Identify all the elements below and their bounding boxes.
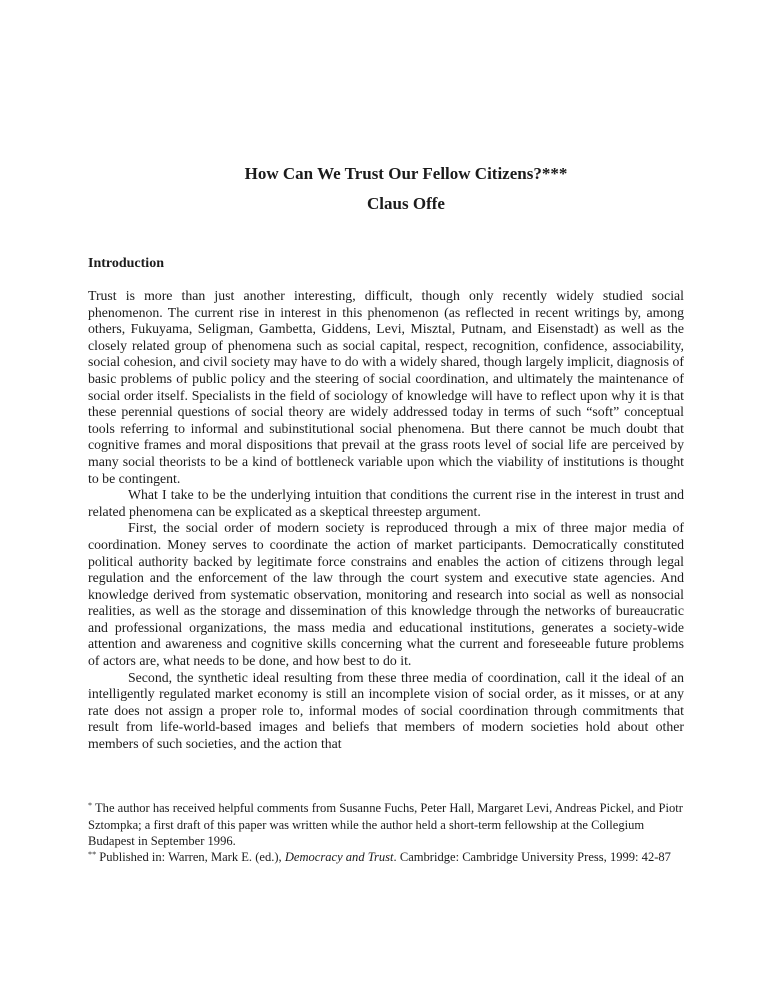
section-heading-introduction: Introduction [88,256,164,271]
footnote-book-title: Democracy and Trust [284,849,394,864]
footnote [88,850,685,867]
paper-author: Claus Offe [367,194,445,213]
footnote-marker: ** [88,850,97,860]
paragraph: First, the social order of modern society is reproduced through a mix of three major media of coordination. Money serves to coordinate the action of market participants. Democratically constituted political authority backed by legitimate force constrains and enables the action of citizens through legal regulation and the enforcement of the law through the court system and executive state agencies. And knowledge derived from systematic observation, monitoring and research into social as well as nonsocial realities, as well as the storage and dissemination of this knowledge through the networks of bureaucratic and professional organizations, the mass media and educational institutions, generates a society-wide attention and awareness and cognitive skills concerning what the current and foreseeable future problems of actors are, what needs to be done, and how best to do it. [88,520,684,669]
footnotes [88,801,685,867]
footnote-text-pre: Published in: Warren, Mark E. (ed.), [99,849,282,864]
footnote [88,801,685,850]
paper-title: How Can We Trust Our Fellow Citizens?*** [244,164,568,183]
body-text [88,288,684,753]
footnote-marker: * [88,801,93,811]
footnote-text: The author has received helpful comments from Susanne Fuchs, Peter Hall, Margaret Levi, Andreas Pickel, and Piotr Sztompka; a first draft of this paper was written while the author held a short-term fellowship at the Collegium Budapest in September 1996. [88,801,683,848]
paragraph: Second, the synthetic ideal resulting from these three media of coordination, call it the ideal of an intelligently regulated market economy is still an incomplete vision of social order, as it misses, or at any rate does not assign a proper role to, informal modes of social coordination through commitments that result from life-world-based images and beliefs that members of modern societies hold about other members of such societies, and the action that [88,669,684,752]
footnote-text-post: . Cambridge: Cambridge University Press, 1999: 42-87 [393,849,671,864]
paragraph: What I take to be the underlying intuition that conditions the current rise in the interest in trust and related phenomena can be explicated as a skeptical threestep argument. [88,487,684,519]
page-content [88,0,684,753]
paragraph: Trust is more than just another interesting, difficult, though only recently widely studied social phenomenon. The current rise in interest in this phenomenon (as reflected in recent writings by, among others, Fukuyama, Seligman, Gambetta, Giddens, Levi, Misztal, Putnam, and Eisenstadt) as well as the closely related group of phenomena such as social capital, respect, recognition, confidence, associability, social cohesion, and civil society may have to do with a widely shared, though largely implicit, diagnosis of basic problems of public policy and the steering of social coordination, and ultimately the maintenance of social order itself. Specialists in the field of sociology of knowledge will have to reflect upon why it is that these perennial questions of social theory are widely addressed today in terms of such “soft” conceptual tools referring to informal and subinstitutional social phenomena. But there cannot be much doubt that cognitive frames and moral dispositions that prevail at the grass roots level of social life are perceived by many social theorists to be a kind of bottleneck variable upon which the viability of institutions is thought to be contingent. [88,288,684,486]
